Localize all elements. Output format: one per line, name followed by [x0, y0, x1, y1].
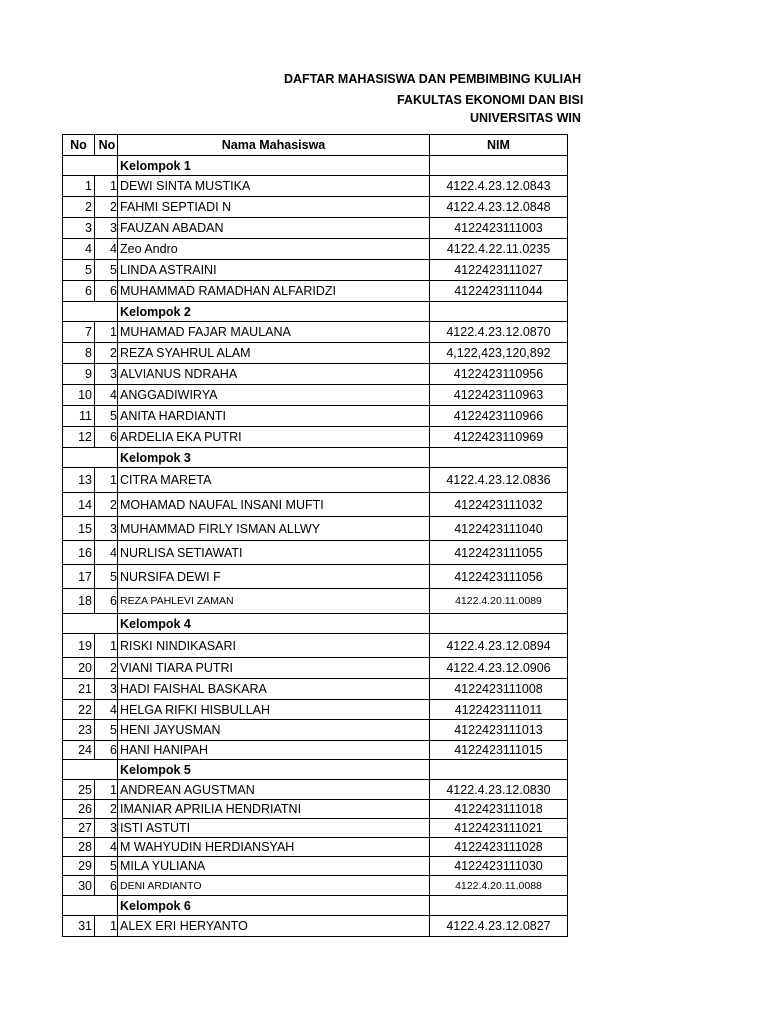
table-row: [63, 800, 568, 819]
group-index: 5: [95, 720, 118, 741]
table-row: [63, 589, 568, 614]
group-index: 3: [95, 218, 118, 239]
student-nim: 4122.4.20.11.0088: [430, 876, 568, 896]
group-index: 5: [95, 260, 118, 281]
table-row: [63, 857, 568, 876]
student-name: ISTI ASTUTI: [118, 819, 430, 838]
student-nim: 4,122,423,120,892: [430, 343, 568, 364]
table-row: [63, 364, 568, 385]
group-index: 5: [95, 406, 118, 427]
student-name: ANITA HARDIANTI: [118, 406, 430, 427]
student-name: IMANIAR APRILIA HENDRIATNI: [118, 800, 430, 819]
student-nim: 4122423111013: [430, 720, 568, 741]
row-number: 15: [63, 517, 95, 541]
table-row: [63, 468, 568, 493]
group-index: 5: [95, 857, 118, 876]
student-name: MUHAMMAD RAMADHAN ALFARIDZI: [118, 281, 430, 302]
group-no-cell: [63, 156, 95, 176]
group-label: Kelompok 1: [118, 156, 430, 176]
student-name: REZA SYAHRUL ALAM: [118, 343, 430, 364]
row-number: 28: [63, 838, 95, 857]
document-title: DAFTAR MAHASISWA DAN PEMBIMBING KULIAH: [284, 72, 582, 86]
table-row: [63, 427, 568, 448]
group-index: 3: [95, 517, 118, 541]
group-nim-cell: [430, 156, 568, 176]
student-nim: 4122.4.22.11.0235: [430, 239, 568, 260]
row-number: 23: [63, 720, 95, 741]
student-nim: 4122423110966: [430, 406, 568, 427]
student-table: [62, 134, 568, 937]
student-name: MILA YULIANA: [118, 857, 430, 876]
table-row: [63, 239, 568, 260]
table-row: [63, 281, 568, 302]
table-row: [63, 838, 568, 857]
student-name: MUHAMMAD FIRLY ISMAN ALLWY: [118, 517, 430, 541]
student-name: HANI HANIPAH: [118, 741, 430, 760]
table-row: [63, 634, 568, 658]
student-nim: 4122.4.23.12.0894: [430, 634, 568, 658]
student-name: HELGA RIFKI HISBULLAH: [118, 700, 430, 720]
row-number: 5: [63, 260, 95, 281]
row-number: 31: [63, 916, 95, 937]
group-index: 4: [95, 385, 118, 406]
group-no-cell: [63, 896, 95, 916]
table-row: [63, 406, 568, 427]
row-number: 18: [63, 589, 95, 614]
student-name: ANDREAN AGUSTMAN: [118, 780, 430, 800]
group-index: 6: [95, 281, 118, 302]
student-name: HENI JAYUSMAN: [118, 720, 430, 741]
row-number: 30: [63, 876, 95, 896]
group-row: [63, 614, 568, 634]
row-number: 19: [63, 634, 95, 658]
student-nim: 4122.4.23.12.0836: [430, 468, 568, 493]
student-name: M WAHYUDIN HERDIANSYAH: [118, 838, 430, 857]
student-nim: 4122423111032: [430, 493, 568, 517]
row-number: 12: [63, 427, 95, 448]
student-nim: 4122423111044: [430, 281, 568, 302]
student-nim: 4122423111056: [430, 565, 568, 589]
table-header-row: [63, 135, 568, 156]
student-name: ALEX ERI HERYANTO: [118, 916, 430, 937]
group-index: 1: [95, 322, 118, 343]
table-row: [63, 700, 568, 720]
student-name: DEWI SINTA MUSTIKA: [118, 176, 430, 197]
table-row: [63, 780, 568, 800]
group-index: 1: [95, 468, 118, 493]
student-name: ARDELIA EKA PUTRI: [118, 427, 430, 448]
group-no-cell: [63, 448, 95, 468]
row-number: 7: [63, 322, 95, 343]
row-number: 21: [63, 679, 95, 700]
row-number: 9: [63, 364, 95, 385]
group-label: Kelompok 2: [118, 302, 430, 322]
table-row: [63, 720, 568, 741]
group-index: 3: [95, 819, 118, 838]
group-no-cell: [63, 302, 95, 322]
group-label: Kelompok 3: [118, 448, 430, 468]
row-number: 27: [63, 819, 95, 838]
group-index: 1: [95, 634, 118, 658]
student-name: VIANI TIARA PUTRI: [118, 658, 430, 679]
table-body: [63, 156, 568, 937]
table-row: [63, 679, 568, 700]
group-index: 4: [95, 700, 118, 720]
group-row: [63, 760, 568, 780]
group-index: 1: [95, 780, 118, 800]
student-name: REZA PAHLEVI ZAMAN: [118, 589, 430, 614]
row-number: 13: [63, 468, 95, 493]
student-name: FAHMI SEPTIADI N: [118, 197, 430, 218]
group-label: Kelompok 4: [118, 614, 430, 634]
student-name: RISKI NINDIKASARI: [118, 634, 430, 658]
student-nim: 4122.4.23.12.0848: [430, 197, 568, 218]
group-index: 2: [95, 197, 118, 218]
row-number: 4: [63, 239, 95, 260]
group-index: 2: [95, 493, 118, 517]
row-number: 3: [63, 218, 95, 239]
group-index: 6: [95, 589, 118, 614]
group-label: Kelompok 5: [118, 760, 430, 780]
row-number: 29: [63, 857, 95, 876]
group-index: 6: [95, 876, 118, 896]
row-number: 25: [63, 780, 95, 800]
student-nim: 4122423111040: [430, 517, 568, 541]
group-index: 3: [95, 679, 118, 700]
student-nim: 4122.4.23.12.0843: [430, 176, 568, 197]
group-index: 5: [95, 565, 118, 589]
table-row: [63, 517, 568, 541]
group-index: 6: [95, 427, 118, 448]
student-nim: 4122423111003: [430, 218, 568, 239]
row-number: 14: [63, 493, 95, 517]
table-row: [63, 176, 568, 197]
row-number: 26: [63, 800, 95, 819]
table-row: [63, 819, 568, 838]
table-row: [63, 343, 568, 364]
table-row: [63, 385, 568, 406]
student-name: MOHAMAD NAUFAL INSANI MUFTI: [118, 493, 430, 517]
row-number: 20: [63, 658, 95, 679]
table-row: [63, 916, 568, 937]
row-number: 17: [63, 565, 95, 589]
table-row: [63, 658, 568, 679]
student-nim: 4122423111018: [430, 800, 568, 819]
row-number: 6: [63, 281, 95, 302]
group-sub-cell: [95, 448, 118, 468]
column-header-nim: NIM: [430, 135, 568, 156]
row-number: 24: [63, 741, 95, 760]
group-no-cell: [63, 614, 95, 634]
table-row: [63, 322, 568, 343]
student-nim: 4122423111021: [430, 819, 568, 838]
student-nim: 4122423110969: [430, 427, 568, 448]
group-nim-cell: [430, 302, 568, 322]
group-index: 4: [95, 838, 118, 857]
student-nim: 4122423111008: [430, 679, 568, 700]
group-index: 4: [95, 239, 118, 260]
student-name: DENI ARDIANTO: [118, 876, 430, 896]
group-nim-cell: [430, 760, 568, 780]
group-sub-cell: [95, 896, 118, 916]
student-nim: 4122.4.23.12.0830: [430, 780, 568, 800]
row-number: 16: [63, 541, 95, 565]
group-index: 3: [95, 364, 118, 385]
group-nim-cell: [430, 614, 568, 634]
student-nim: 4122.4.20.11.0089: [430, 589, 568, 614]
column-header-name: Nama Mahasiswa: [118, 135, 430, 156]
column-header-sub-no: No: [95, 135, 118, 156]
group-sub-cell: [95, 156, 118, 176]
table-row: [63, 541, 568, 565]
group-no-cell: [63, 760, 95, 780]
student-nim: 4122423111011: [430, 700, 568, 720]
group-index: 1: [95, 916, 118, 937]
row-number: 11: [63, 406, 95, 427]
row-number: 10: [63, 385, 95, 406]
student-nim: 4122423111015: [430, 741, 568, 760]
group-row: [63, 302, 568, 322]
group-sub-cell: [95, 302, 118, 322]
group-index: 2: [95, 658, 118, 679]
group-label: Kelompok 6: [118, 896, 430, 916]
table-row: [63, 260, 568, 281]
table-row: [63, 493, 568, 517]
student-nim: 4122.4.23.12.0827: [430, 916, 568, 937]
student-name: ANGGADIWIRYA: [118, 385, 430, 406]
student-nim: 4122.4.23.12.0870: [430, 322, 568, 343]
student-nim: 4122.4.23.12.0906: [430, 658, 568, 679]
student-nim: 4122423110956: [430, 364, 568, 385]
student-name: NURLISA SETIAWATI: [118, 541, 430, 565]
group-index: 2: [95, 343, 118, 364]
group-row: [63, 156, 568, 176]
group-nim-cell: [430, 448, 568, 468]
student-nim: 4122423111027: [430, 260, 568, 281]
student-name: HADI FAISHAL BASKARA: [118, 679, 430, 700]
table-row: [63, 218, 568, 239]
student-nim: 4122423110963: [430, 385, 568, 406]
student-name: Zeo Andro: [118, 239, 430, 260]
group-nim-cell: [430, 896, 568, 916]
student-name: NURSIFA DEWI F: [118, 565, 430, 589]
column-header-no: No: [63, 135, 95, 156]
student-name: LINDA ASTRAINI: [118, 260, 430, 281]
table-row: [63, 197, 568, 218]
group-row: [63, 896, 568, 916]
faculty-name: FAKULTAS EKONOMI DAN BISI: [397, 93, 584, 107]
row-number: 1: [63, 176, 95, 197]
student-nim: 4122423111055: [430, 541, 568, 565]
student-nim: 4122423111028: [430, 838, 568, 857]
row-number: 22: [63, 700, 95, 720]
student-name: FAUZAN ABADAN: [118, 218, 430, 239]
university-name: UNIVERSITAS WIN: [470, 111, 581, 125]
group-index: 1: [95, 176, 118, 197]
student-name: CITRA MARETA: [118, 468, 430, 493]
student-nim: 4122423111030: [430, 857, 568, 876]
group-index: 4: [95, 541, 118, 565]
group-sub-cell: [95, 760, 118, 780]
table-row: [63, 876, 568, 896]
group-sub-cell: [95, 614, 118, 634]
row-number: 2: [63, 197, 95, 218]
group-row: [63, 448, 568, 468]
row-number: 8: [63, 343, 95, 364]
student-name: ALVIANUS NDRAHA: [118, 364, 430, 385]
table-row: [63, 565, 568, 589]
group-index: 6: [95, 741, 118, 760]
group-index: 2: [95, 800, 118, 819]
student-name: MUHAMAD FAJAR MAULANA: [118, 322, 430, 343]
table-row: [63, 741, 568, 760]
